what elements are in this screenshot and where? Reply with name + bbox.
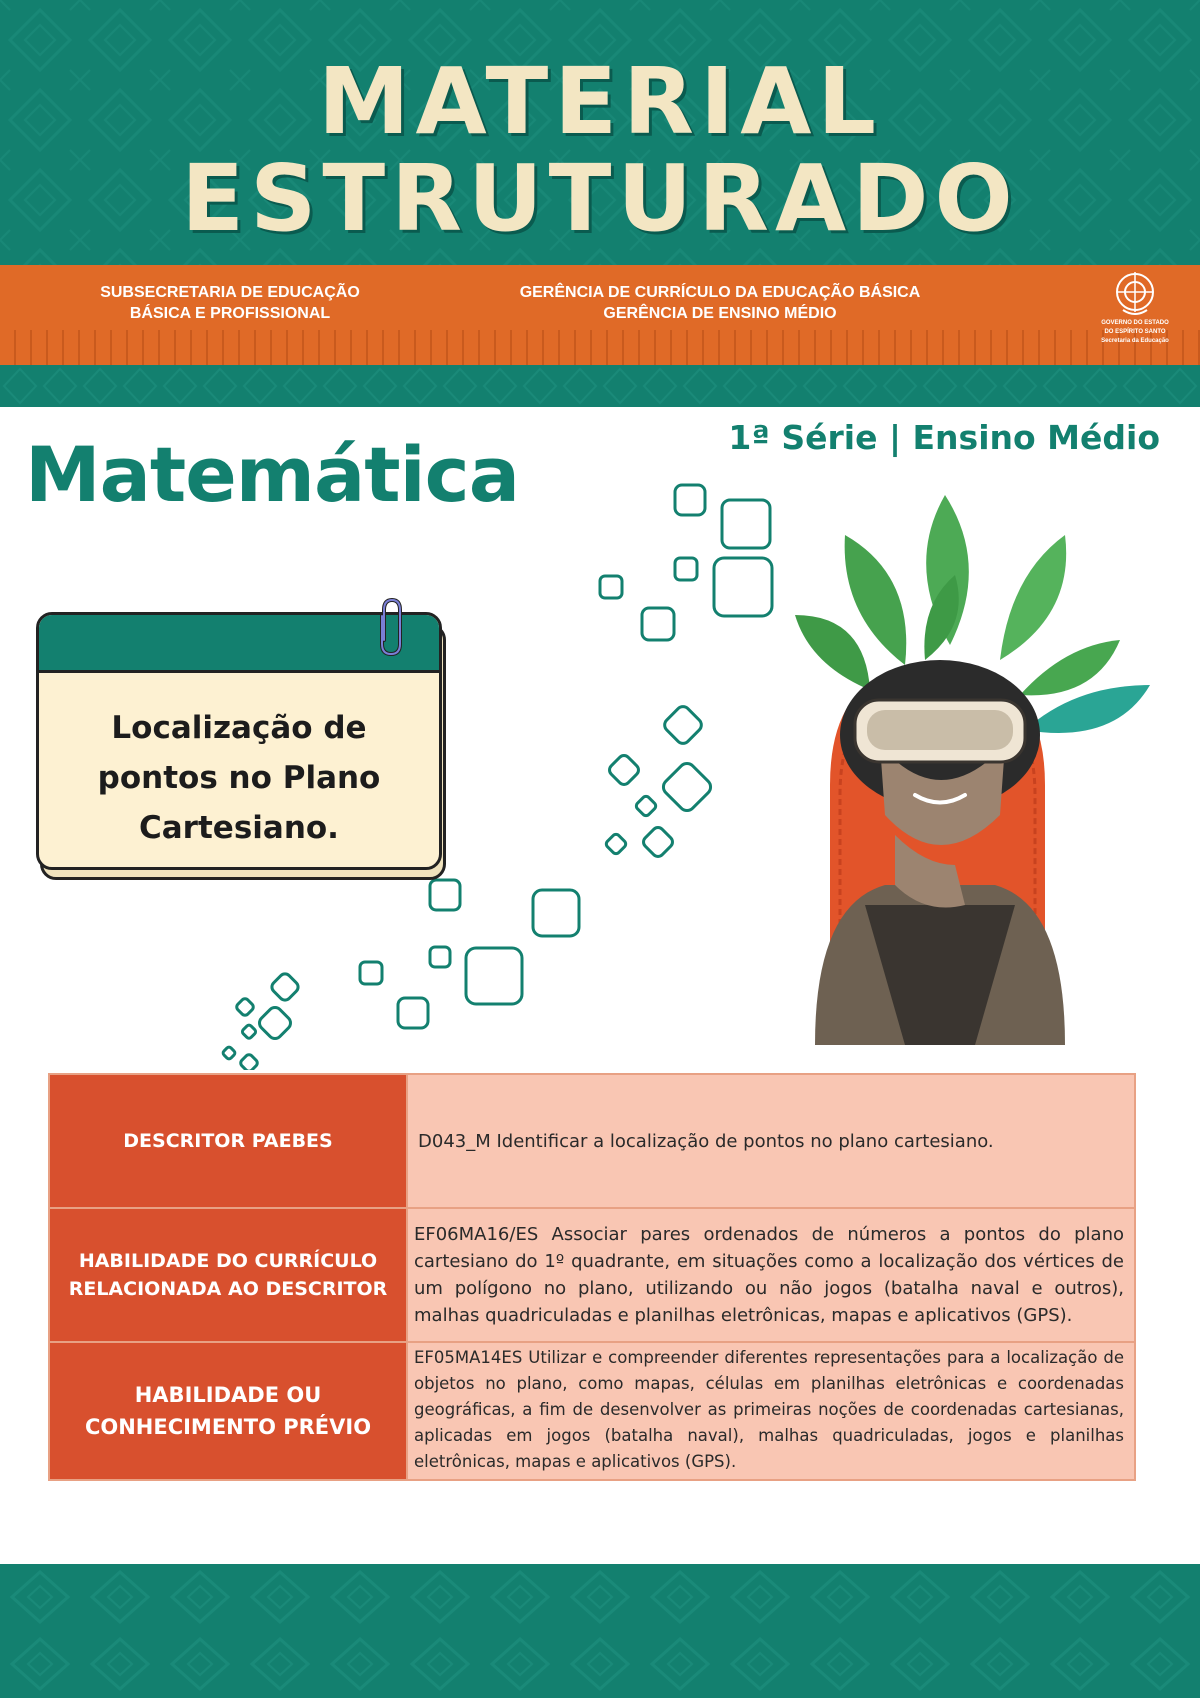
orange-stripe bbox=[0, 330, 1200, 365]
topic-line3: Cartesiano. bbox=[139, 810, 339, 846]
org-left-line2: BÁSICA E PROFISSIONAL bbox=[129, 305, 331, 322]
grade-label: 1ª Série | Ensino Médio bbox=[728, 418, 1160, 457]
vr-student-illustration bbox=[755, 485, 1165, 1045]
gov-line3: Secretaria da Educação bbox=[1101, 338, 1169, 344]
coat-of-arms-icon bbox=[1113, 270, 1157, 318]
row-label: HABILIDADE OU CONHECIMENTO PRÉVIO bbox=[49, 1342, 407, 1480]
row-value: D043_M Identificar a localização de pontos no plano cartesiano. bbox=[407, 1074, 1135, 1208]
header-banner bbox=[0, 0, 1200, 407]
footer-banner bbox=[0, 1564, 1200, 1698]
paperclip-icon bbox=[374, 596, 408, 658]
topic-line1: Localização de bbox=[111, 710, 367, 746]
banner-title-line2: ESTRUTURADO bbox=[181, 145, 1019, 252]
org-mid-line1: GERÊNCIA DE CURRÍCULO DA EDUCAÇÃO BÁSICA bbox=[519, 284, 921, 301]
descriptor-table bbox=[48, 1073, 1136, 1481]
banner-bottom-pattern bbox=[0, 365, 1200, 407]
org-left-line1: SUBSECRETARIA DE EDUCAÇÃO bbox=[100, 284, 360, 301]
topic-card-text bbox=[39, 703, 439, 853]
table-row bbox=[49, 1208, 1135, 1342]
row-value: EF06MA16/ES Associar pares ordenados de números a pontos do plano cartesiano do 1º quadrante, em situações como a localização dos vértices de um polígono no plano, utilizando ou não jogos (batalha naval e outros), malhas quadriculadas e planilhas eletrônicas, mapas e aplicativos (GPS). bbox=[407, 1208, 1135, 1342]
banner-title-line1: MATERIAL bbox=[317, 48, 883, 155]
topic-line2: pontos no Plano bbox=[97, 760, 381, 796]
footer-pattern bbox=[0, 1564, 1200, 1698]
subject-title: Matemática bbox=[25, 430, 519, 519]
org-mid-line2: GERÊNCIA DE ENSINO MÉDIO bbox=[603, 305, 837, 322]
gov-line1: GOVERNO DO ESTADO bbox=[1101, 320, 1169, 326]
row-value: EF05MA14ES Utilizar e compreender diferentes representações para a localização de objetos no plano, como mapas, células em planilhas eletrônicas e coordenadas geográficas, a fim de desenvolver as primeiras noções de coordenadas cartesianas, aplicadas em jogos (batalha naval), malhas quadriculadas, jogos e planilhas eletrônicas, mapas e aplicativos (GPS). bbox=[407, 1342, 1135, 1480]
gov-line2: DO ESPÍRITO SANTO bbox=[1104, 329, 1166, 335]
org-mid bbox=[480, 282, 960, 324]
table-row bbox=[49, 1074, 1135, 1208]
org-left bbox=[85, 282, 375, 324]
government-logo bbox=[1085, 270, 1185, 345]
row-label: DESCRITOR PAEBES bbox=[49, 1074, 407, 1208]
table-row bbox=[49, 1342, 1135, 1480]
row-label: HABILIDADE DO CURRÍCULO RELACIONADA AO DESCRITOR bbox=[49, 1208, 407, 1342]
